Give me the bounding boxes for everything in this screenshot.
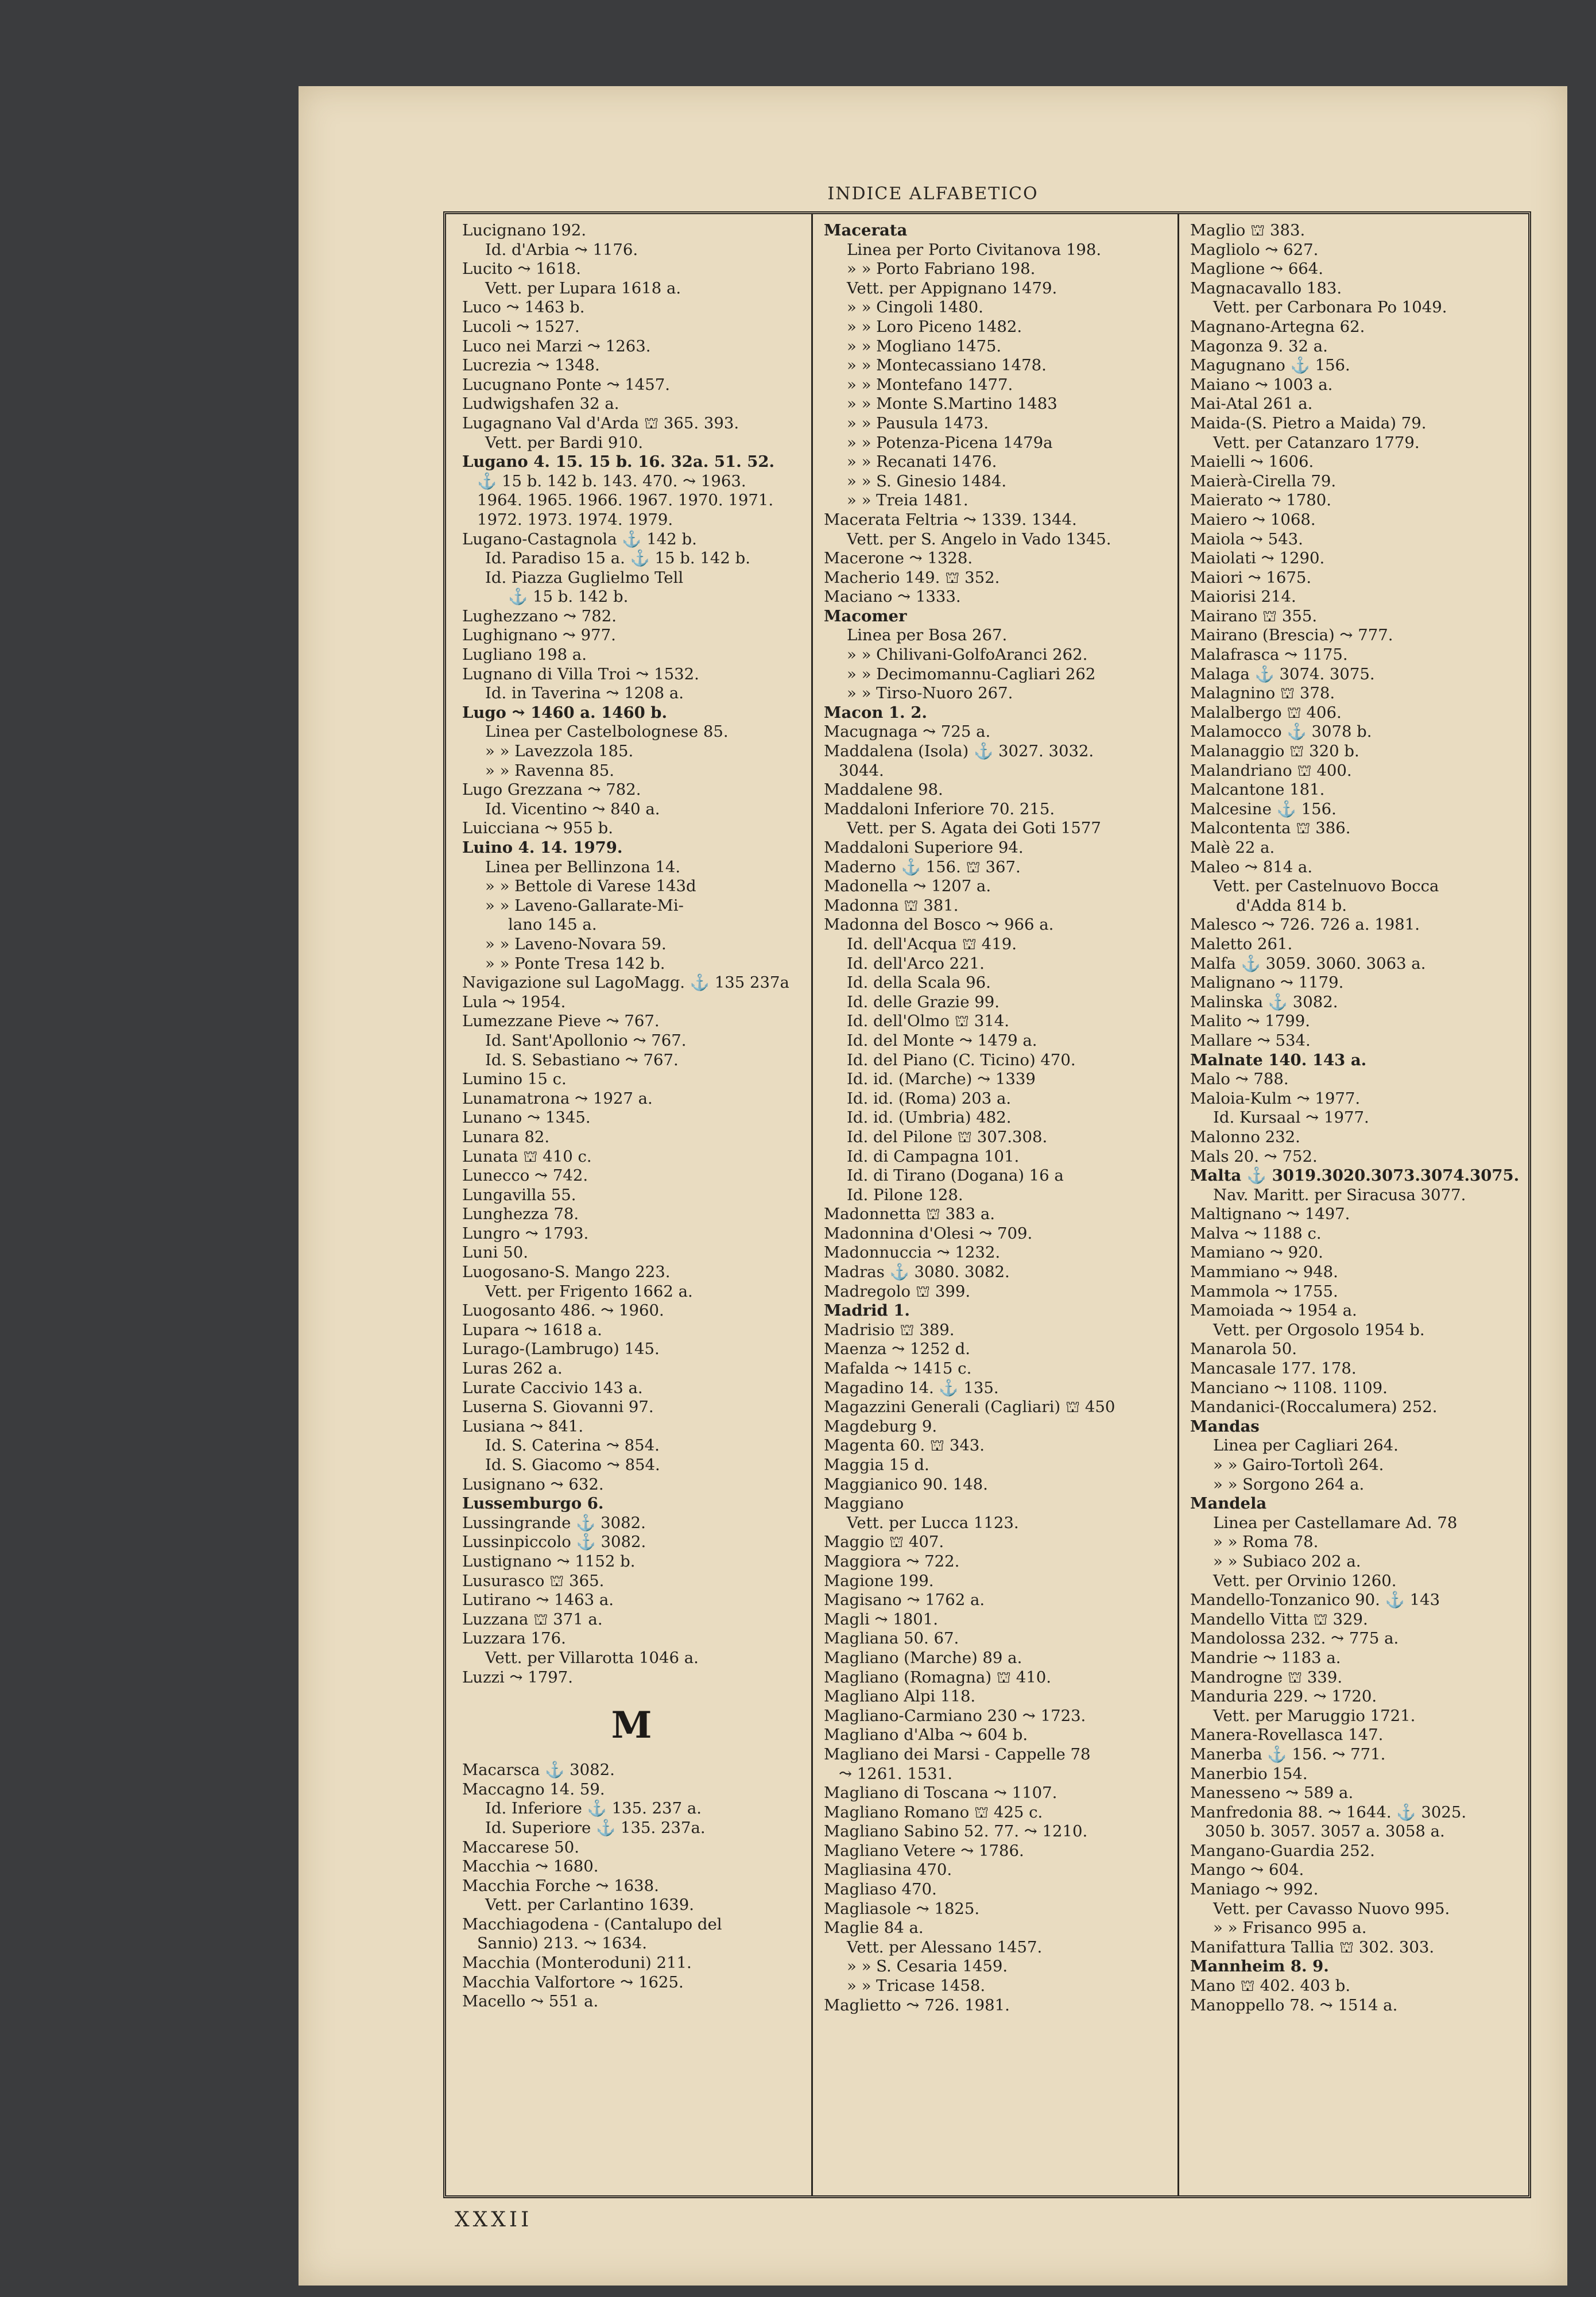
index-entry: Magliano Sabino 52. 77. ⤳ 1210. (824, 1822, 1088, 1841)
index-entry: Luogosano-S. Mango 223. (462, 1263, 671, 1282)
index-entry: Mancasale 177. 178. (1190, 1359, 1357, 1378)
index-entry: Id. Paradiso 15 a. ⚓ 15 b. 142 b. (485, 549, 750, 568)
index-entry: Magli ⤳ 1801. (824, 1610, 938, 1629)
page-number: XXXII (455, 2208, 533, 2232)
index-entry: Mandrogne ⛫ 339. (1190, 1668, 1343, 1687)
index-entry: Id. delle Grazie 99. (847, 992, 1000, 1011)
index-entry: Id. Kursaal ⤳ 1977. (1213, 1108, 1369, 1127)
index-entry: Ludwigshafen 32 a. (462, 395, 619, 413)
index-entry: Maciano ⤳ 1333. (824, 587, 961, 606)
index-entry: Linea per Bellinzona 14. (485, 857, 681, 876)
index-entry: » » Ravenna 85. (485, 761, 614, 780)
index-entry: Manera-Rovellasca 147. (1190, 1726, 1384, 1745)
index-entry: Lusignano ⤳ 632. (462, 1475, 604, 1494)
index-entry: Malafrasca ⤳ 1175. (1190, 645, 1348, 664)
index-entry: Vett. per Orgosolo 1954 b. (1213, 1320, 1425, 1339)
section-letter-heading: M (611, 1704, 652, 1747)
index-column-3 (1190, 221, 1526, 2188)
index-entry: Lula ⤳ 1954. (462, 992, 566, 1011)
index-entry: Maierà-Cirella 79. (1190, 471, 1337, 490)
index-entry: Lucugnano Ponte ⤳ 1457. (462, 375, 671, 394)
index-entry: Maielli ⤳ 1606. (1190, 453, 1314, 471)
index-entry: Id. Superiore ⚓ 135. 237a. (485, 1818, 706, 1837)
index-entry: Malito ⤳ 1799. (1190, 1012, 1311, 1031)
index-entry: Lustignano ⤳ 1152 b. (462, 1552, 636, 1571)
book-page (299, 86, 1567, 2286)
index-entry: Mandello-Tonzanico 90. ⚓ 143 (1190, 1591, 1440, 1610)
index-entry: Mammola ⤳ 1755. (1190, 1282, 1338, 1301)
index-entry: Magdeburg 9. (824, 1417, 938, 1436)
index-entry: Id. del Monte ⤳ 1479 a. (847, 1031, 1037, 1050)
index-entry: Lughezzano ⤳ 782. (462, 606, 617, 625)
index-entry: Mandanici-(Roccalumera) 252. (1190, 1398, 1438, 1417)
index-entry: 3050 b. 3057. 3057 a. 3058 a. (1205, 1822, 1445, 1841)
index-entry: Macarsca ⚓ 3082. (462, 1761, 615, 1780)
index-entry: Magisano ⤳ 1762 a. (824, 1591, 985, 1610)
index-entry: Lugliano 198 a. (462, 645, 587, 664)
index-entry: Mals 20. ⤳ 752. (1190, 1147, 1318, 1166)
index-entry: Malcesine ⚓ 156. (1190, 799, 1337, 818)
index-entry: Mamoiada ⤳ 1954 a. (1190, 1301, 1357, 1320)
index-entry: » » Laveno-Novara 59. (485, 934, 667, 953)
index-entry: Malamocco ⚓ 3078 b. (1190, 722, 1372, 741)
index-column-1 (462, 221, 801, 2188)
index-entry: Lugagnano Val d'Arda ⛫ 365. 393. (462, 413, 739, 432)
index-entry: » » Subiaco 202 a. (1213, 1552, 1361, 1571)
index-entry: Madonna del Bosco ⤳ 966 a. (824, 915, 1054, 934)
index-entry: Macerata (824, 221, 908, 239)
index-entry: Magliana 50. 67. (824, 1629, 959, 1648)
index-entry: Malaga ⚓ 3074. 3075. (1190, 664, 1375, 683)
index-entry: Magliano dei Marsi - Cappelle 78 (824, 1745, 1091, 1764)
index-entry: Luogosanto 486. ⤳ 1960. (462, 1301, 664, 1320)
index-entry: Manfredonia 88. ⤳ 1644. ⚓ 3025. (1190, 1803, 1467, 1822)
index-entry: Malfa ⚓ 3059. 3060. 3063 a. (1190, 954, 1426, 973)
index-entry: Vett. per Catanzaro 1779. (1213, 433, 1420, 452)
index-entry: Magazzini Generali (Cagliari) ⛫ 450 (824, 1398, 1115, 1417)
index-entry: Lunata ⛫ 410 c. (462, 1147, 592, 1166)
index-entry: Id. Vicentino ⤳ 840 a. (485, 799, 660, 818)
index-entry: » » Treia 1481. (847, 491, 969, 510)
index-entry: Lumezzane Pieve ⤳ 767. (462, 1012, 660, 1031)
index-entry: Luzzara 176. (462, 1629, 566, 1648)
index-entry: Malalbergo ⛫ 406. (1190, 703, 1342, 722)
index-entry: Luras 262 a. (462, 1359, 563, 1378)
index-entry: Lunano ⤳ 1345. (462, 1108, 591, 1127)
index-entry: Maglietto ⤳ 726. 1981. (824, 1996, 1010, 2014)
index-entry: Linea per Cagliari 264. (1213, 1436, 1399, 1455)
index-entry: Lucoli ⤳ 1527. (462, 317, 580, 336)
column-separator (1177, 214, 1179, 2195)
index-entry: Magliano Vetere ⤳ 1786. (824, 1841, 1024, 1860)
index-entry: Luco ⤳ 1463 b. (462, 298, 585, 317)
index-entry: Maida-(S. Pietro a Maida) 79. (1190, 413, 1427, 432)
index-entry: Lughignano ⤳ 977. (462, 626, 616, 645)
index-entry: » » Mogliano 1475. (847, 337, 1002, 355)
index-entry: Luzzana ⛫ 371 a. (462, 1610, 603, 1629)
index-entry: Lupara ⤳ 1618 a. (462, 1320, 602, 1339)
index-entry: Id. S. Giacomo ⤳ 854. (485, 1456, 660, 1474)
index-entry: Lurate Caccivio 143 a. (462, 1378, 643, 1397)
index-entry: Macomer (824, 606, 907, 625)
index-entry: Malagnino ⛫ 378. (1190, 684, 1335, 703)
index-entry: Mallare ⤳ 534. (1190, 1031, 1311, 1050)
index-entry: Id. Pilone 128. (847, 1185, 963, 1204)
index-entry: Vett. per Maruggio 1721. (1213, 1706, 1416, 1725)
index-entry: Maggiano (824, 1494, 904, 1513)
index-entry: Mamiano ⤳ 920. (1190, 1243, 1323, 1262)
index-entry: Maltignano ⤳ 1497. (1190, 1205, 1350, 1224)
index-entry: Magliano d'Alba ⤳ 604 b. (824, 1726, 1028, 1745)
index-entry: 1972. 1973. 1974. 1979. (477, 510, 673, 529)
index-entry: Malva ⤳ 1188 c. (1190, 1224, 1322, 1243)
index-entry: 1964. 1965. 1966. 1967. 1970. 1971. (477, 491, 774, 510)
index-entry: Vett. per Castelnuovo Bocca (1213, 877, 1439, 896)
index-entry: Lunara 82. (462, 1127, 550, 1146)
index-entry: Macchia ⤳ 1680. (462, 1857, 599, 1876)
index-entry: Vett. per Cavasso Nuovo 995. (1213, 1899, 1450, 1918)
index-entry: Macello ⤳ 551 a. (462, 1992, 599, 2011)
index-entry: Maggianico 90. 148. (824, 1475, 988, 1494)
index-entry: Lugano-Castagnola ⚓ 142 b. (462, 529, 697, 548)
index-entry: Lumino 15 c. (462, 1070, 567, 1089)
index-entry: » » Potenza-Picena 1479a (847, 433, 1053, 452)
index-entry: » » Decimomannu-Cagliari 262 (847, 664, 1096, 683)
index-entry: Maderno ⚓ 156. ⛫ 367. (824, 857, 1021, 876)
index-entry: Lussinpiccolo ⚓ 3082. (462, 1533, 646, 1552)
index-entry: » » Laveno-Gallarate-Mi- (485, 896, 684, 915)
index-entry: Lungro ⤳ 1793. (462, 1224, 589, 1243)
index-entry: Linea per Bosa 267. (847, 626, 1008, 645)
index-entry: Lurago-(Lambrugo) 145. (462, 1340, 660, 1359)
index-entry: Maggia 15 d. (824, 1456, 929, 1474)
index-entry: Vett. per S. Angelo in Vado 1345. (847, 529, 1111, 548)
index-entry: » » Montecassiano 1478. (847, 356, 1047, 375)
index-entry: Mai-Atal 261 a. (1190, 395, 1313, 413)
index-entry: Madonella ⤳ 1207 a. (824, 877, 991, 896)
index-entry: Id. Sant'Apollonio ⤳ 767. (485, 1031, 687, 1050)
index-entry: Id. S. Sebastiano ⤳ 767. (485, 1050, 679, 1069)
index-entry: Maggio ⛫ 407. (824, 1533, 944, 1552)
index-entry: Id. del Piano (C. Ticino) 470. (847, 1050, 1076, 1069)
index-entry: Macon 1. 2. (824, 703, 927, 722)
index-entry: Manesseno ⤳ 589 a. (1190, 1784, 1354, 1803)
index-entry: » » Ponte Tresa 142 b. (485, 954, 665, 973)
index-entry: Linea per Porto Civitanova 198. (847, 240, 1102, 259)
index-entry: Lussemburgo 6. (462, 1494, 604, 1513)
index-entry: Malè 22 a. (1190, 838, 1275, 857)
index-entry: Malnate 140. 143 a. (1190, 1050, 1367, 1069)
index-entry: Lugo Grezzana ⤳ 782. (462, 780, 641, 799)
index-entry: Luino 4. 14. 1979. (462, 838, 623, 857)
index-entry: Madonnuccia ⤳ 1232. (824, 1243, 1001, 1262)
index-entry: Magliaso 470. (824, 1880, 937, 1899)
index-entry: Manoppello 78. ⤳ 1514 a. (1190, 1996, 1398, 2014)
index-entry: Id. Inferiore ⚓ 135. 237 a. (485, 1799, 702, 1818)
index-entry: Id. Piazza Guglielmo Tell (485, 568, 684, 587)
index-entry: Malesco ⤳ 726. 726 a. 1981. (1190, 915, 1420, 934)
index-entry: Luserna S. Giovanni 97. (462, 1398, 654, 1417)
index-entry: Malandriano ⛫ 400. (1190, 761, 1352, 780)
index-entry: Lunecco ⤳ 742. (462, 1166, 588, 1185)
index-entry: Magliano (Romagna) ⛫ 410. (824, 1668, 1052, 1687)
index-entry: Lucrezia ⤳ 1348. (462, 356, 600, 375)
index-entry: Malo ⤳ 788. (1190, 1070, 1289, 1089)
index-entry: Mannheim 8. 9. (1190, 1957, 1329, 1976)
index-entry: Magliano (Marche) 89 a. (824, 1648, 1022, 1667)
index-entry: Maloia-Kulm ⤳ 1977. (1190, 1089, 1361, 1108)
index-entry: Mairano (Brescia) ⤳ 777. (1190, 626, 1393, 645)
index-entry: ⚓ 15 b. 142 b. 143. 470. ⤳ 1963. (477, 471, 746, 490)
index-entry: Mangano-Guardia 252. (1190, 1841, 1375, 1860)
index-column-2 (824, 221, 1163, 2188)
index-entry: Vett. per Appignano 1479. (847, 279, 1057, 297)
index-entry: Manarola 50. (1190, 1340, 1297, 1359)
index-entry: » » Porto Fabriano 198. (847, 260, 1036, 279)
index-entry: Id. dell'Arco 221. (847, 954, 985, 973)
index-entry: Mandela (1190, 1494, 1267, 1513)
index-entry: Maglione ⤳ 664. (1190, 260, 1324, 279)
index-entry: Lusiana ⤳ 841. (462, 1417, 584, 1436)
index-entry: Maiano ⤳ 1003 a. (1190, 375, 1333, 394)
index-entry: Macerata Feltria ⤳ 1339. 1344. (824, 510, 1077, 529)
index-entry: Malta ⚓ 3019.3020.3073.3074.3075. (1190, 1166, 1520, 1185)
index-entry: » » Frisanco 995 a. (1213, 1919, 1367, 1938)
index-entry: Nav. Maritt. per Siracusa 3077. (1213, 1185, 1466, 1204)
index-entry: Madregolo ⛫ 399. (824, 1282, 971, 1301)
index-entry: Mandolossa 232. ⤳ 775 a. (1190, 1629, 1399, 1648)
index-entry: Id. della Scala 96. (847, 973, 991, 992)
index-entry: Magliano Romano ⛫ 425 c. (824, 1803, 1043, 1822)
index-entry: » » Recanati 1476. (847, 453, 997, 471)
index-entry: Vett. per S. Agata dei Goti 1577 (847, 819, 1101, 838)
index-entry: Mairano ⛫ 355. (1190, 606, 1318, 625)
index-entry: Id. id. (Umbria) 482. (847, 1108, 1012, 1127)
index-entry: Malinska ⚓ 3082. (1190, 992, 1338, 1011)
index-entry: Madonnetta ⛫ 383 a. (824, 1205, 995, 1224)
page-header-title: INDICE ALFABETICO (827, 184, 1039, 204)
index-entry: Maglio ⛫ 383. (1190, 221, 1306, 239)
index-entry: Id. id. (Marche) ⤳ 1339 (847, 1070, 1036, 1089)
index-entry: Madrisio ⛫ 389. (824, 1320, 955, 1339)
index-entry: Magonza 9. 32 a. (1190, 337, 1328, 355)
index-frame (443, 211, 1531, 2198)
index-entry: Lucignano 192. (462, 221, 587, 239)
index-entry: Maiero ⤳ 1068. (1190, 510, 1316, 529)
index-entry: Id. S. Caterina ⤳ 854. (485, 1436, 660, 1455)
index-entry: Manerbio 154. (1190, 1764, 1308, 1783)
index-entry: Lutirano ⤳ 1463 a. (462, 1591, 614, 1610)
index-entry: Navigazione sul LagoMagg. ⚓ 135 237a (462, 973, 789, 992)
index-entry: Maccarese 50. (462, 1838, 580, 1857)
index-entry: » » Gairo-Tortolì 264. (1213, 1456, 1384, 1474)
index-entry: Macerone ⤳ 1328. (824, 549, 973, 568)
index-entry: Id. in Taverina ⤳ 1208 a. (485, 684, 684, 703)
index-entry: Lusurasco ⛫ 365. (462, 1571, 605, 1590)
index-entry: Id. dell'Acqua ⛫ 419. (847, 934, 1017, 953)
index-entry: Maggiora ⤳ 722. (824, 1552, 960, 1571)
index-entry: Maiorisi 214. (1190, 587, 1296, 606)
index-entry: Id. di Tirano (Dogana) 16 a (847, 1166, 1064, 1185)
index-entry: Magliasole ⤳ 1825. (824, 1899, 980, 1918)
index-entry: Mafalda ⤳ 1415 c. (824, 1359, 972, 1378)
index-entry: Malanaggio ⛫ 320 b. (1190, 742, 1359, 761)
index-entry: ⤳ 1261. 1531. (839, 1764, 952, 1783)
index-entry: Malcantone 181. (1190, 780, 1325, 799)
index-entry: Malcontenta ⛫ 386. (1190, 819, 1351, 838)
index-entry: Macugnaga ⤳ 725 a. (824, 722, 991, 741)
index-entry: Malonno 232. (1190, 1127, 1300, 1146)
index-entry: » » Pausula 1473. (847, 413, 989, 432)
index-entry: Maddaloni Superiore 94. (824, 838, 1024, 857)
index-entry: Maccagno 14. 59. (462, 1780, 605, 1799)
index-entry: » » S. Cesaria 1459. (847, 1957, 1008, 1976)
index-entry: Linea per Castelbolognese 85. (485, 722, 729, 741)
index-entry: Macchia (Monteroduni) 211. (462, 1954, 692, 1973)
index-entry: » » Chilivani-GolfoAranci 262. (847, 645, 1088, 664)
index-entry: Mammiano ⤳ 948. (1190, 1263, 1338, 1282)
index-entry: Vett. per Carbonara Po 1049. (1213, 298, 1447, 317)
index-entry: Macherio 149. ⛫ 352. (824, 568, 1000, 587)
index-entry: » » Bettole di Varese 143d (485, 877, 696, 896)
index-entry: Luicciana ⤳ 955 b. (462, 819, 613, 838)
index-entry: Macchia Forche ⤳ 1638. (462, 1876, 659, 1895)
index-entry: » » Sorgono 264 a. (1213, 1475, 1365, 1494)
index-entry: Mango ⤳ 604. (1190, 1861, 1304, 1880)
index-entry: » » Monte S.Martino 1483 (847, 395, 1057, 413)
index-entry: Id. del Pilone ⛫ 307.308. (847, 1127, 1048, 1146)
index-entry: » » Tirso-Nuoro 267. (847, 684, 1013, 703)
index-entry: ⚓ 15 b. 142 b. (508, 587, 629, 606)
index-entry: Maenza ⤳ 1252 d. (824, 1340, 971, 1359)
index-entry: Maletto 261. (1190, 934, 1293, 953)
index-entry: Lugnano di Villa Troi ⤳ 1532. (462, 664, 699, 683)
index-entry: Magadino 14. ⚓ 135. (824, 1378, 999, 1397)
index-entry: » » Montefano 1477. (847, 375, 1013, 394)
index-entry: Manifattura Tallia ⛫ 302. 303. (1190, 1938, 1435, 1956)
index-entry: Magliano Alpi 118. (824, 1687, 976, 1706)
index-entry: Macchia Valfortore ⤳ 1625. (462, 1973, 684, 1991)
index-entry: » » Loro Piceno 1482. (847, 317, 1022, 336)
index-entry: Madonna ⛫ 381. (824, 896, 959, 915)
index-entry: Magugnano ⚓ 156. (1190, 356, 1350, 375)
index-entry: Magnacavallo 183. (1190, 279, 1342, 297)
index-entry: 3044. (839, 761, 884, 780)
index-entry: Mandrie ⤳ 1183 a. (1190, 1648, 1341, 1667)
index-entry: Magliasina 470. (824, 1861, 952, 1880)
index-entry: Madonnina d'Olesi ⤳ 709. (824, 1224, 1033, 1243)
index-entry: Mandas (1190, 1417, 1260, 1436)
index-entry: Maddalena (Isola) ⚓ 3027. 3032. (824, 742, 1094, 761)
index-entry: » » Tricase 1458. (847, 1977, 986, 1996)
index-entry: Madrid 1. (824, 1301, 910, 1320)
index-entry: » » Cingoli 1480. (847, 298, 983, 317)
index-entry: Lugano 4. 15. 15 b. 16. 32a. 51. 52. (462, 453, 775, 471)
index-entry: Vett. per Villarotta 1046 a. (485, 1648, 699, 1667)
index-entry: Lussingrande ⚓ 3082. (462, 1513, 646, 1532)
index-entry: Vett. per Frigento 1662 a. (485, 1282, 693, 1301)
index-entry: Luzzi ⤳ 1797. (462, 1668, 573, 1687)
index-entry: Lungavilla 55. (462, 1185, 576, 1204)
index-entry: Malignano ⤳ 1179. (1190, 973, 1344, 992)
index-entry: Id. di Campagna 101. (847, 1147, 1020, 1166)
index-entry: » » Roma 78. (1213, 1533, 1319, 1552)
index-entry: Madras ⚓ 3080. 3082. (824, 1263, 1010, 1282)
index-entry: lano 145 a. (508, 915, 597, 934)
index-entry: d'Adda 814 b. (1236, 896, 1347, 915)
index-entry: Vett. per Carlantino 1639. (485, 1896, 695, 1915)
index-entry: Sannio) 213. ⤳ 1634. (477, 1934, 647, 1953)
index-entry: Linea per Castellamare Ad. 78 (1213, 1513, 1458, 1532)
index-entry: Maddaloni Inferiore 70. 215. (824, 799, 1055, 818)
index-entry: Lunghezza 78. (462, 1205, 579, 1224)
column-separator (811, 214, 813, 2195)
index-entry: Lucito ⤳ 1618. (462, 260, 582, 279)
index-entry: Id. dell'Olmo ⛫ 314. (847, 1012, 1009, 1031)
index-entry: Mano ⛫ 402. 403 b. (1190, 1977, 1351, 1996)
index-entry: Id. d'Arbia ⤳ 1176. (485, 240, 638, 259)
index-entry: Maiolati ⤳ 1290. (1190, 549, 1325, 568)
index-entry: Manduria 229. ⤳ 1720. (1190, 1687, 1377, 1706)
index-entry: Maiola ⤳ 543. (1190, 529, 1303, 548)
index-entry: Magnano-Artegna 62. (1190, 317, 1365, 336)
index-entry: Maglie 84 a. (824, 1919, 924, 1938)
index-entry: Manerba ⚓ 156. ⤳ 771. (1190, 1745, 1386, 1764)
index-entry: Vett. per Lucca 1123. (847, 1513, 1019, 1532)
index-entry: » » Lavezzola 185. (485, 742, 634, 761)
index-entry: Maiori ⤳ 1675. (1190, 568, 1312, 587)
index-entry: Lugo ⤳ 1460 a. 1460 b. (462, 703, 668, 722)
index-entry: » » S. Ginesio 1484. (847, 471, 1007, 490)
index-entry: Mandello Vitta ⛫ 329. (1190, 1610, 1368, 1629)
index-entry: Luco nei Marzi ⤳ 1263. (462, 337, 651, 355)
index-entry: Magenta 60. ⛫ 343. (824, 1436, 985, 1455)
index-entry: Maniago ⤳ 992. (1190, 1880, 1319, 1899)
index-entry: Maddalene 98. (824, 780, 943, 799)
index-entry: Magliano-Carmiano 230 ⤳ 1723. (824, 1706, 1086, 1725)
index-entry: Vett. per Alessano 1457. (847, 1938, 1043, 1956)
index-entry: Maierato ⤳ 1780. (1190, 491, 1332, 510)
index-entry: Lunamatrona ⤳ 1927 a. (462, 1089, 653, 1108)
index-entry: Manciano ⤳ 1108. 1109. (1190, 1378, 1388, 1397)
index-entry: Maleo ⤳ 814 a. (1190, 857, 1313, 876)
index-entry: Magione 199. (824, 1571, 934, 1590)
index-entry: Vett. per Lupara 1618 a. (485, 279, 681, 297)
index-entry: Luni 50. (462, 1243, 528, 1262)
index-entry: Vett. per Bardi 910. (485, 433, 644, 452)
index-entry: Magliolo ⤳ 627. (1190, 240, 1319, 259)
index-entry: Vett. per Orvinio 1260. (1213, 1571, 1397, 1590)
index-entry: Id. id. (Roma) 203 a. (847, 1089, 1012, 1108)
index-entry: Magliano di Toscana ⤳ 1107. (824, 1784, 1057, 1803)
index-entry: Macchiagodena - (Cantalupo del (462, 1915, 722, 1933)
